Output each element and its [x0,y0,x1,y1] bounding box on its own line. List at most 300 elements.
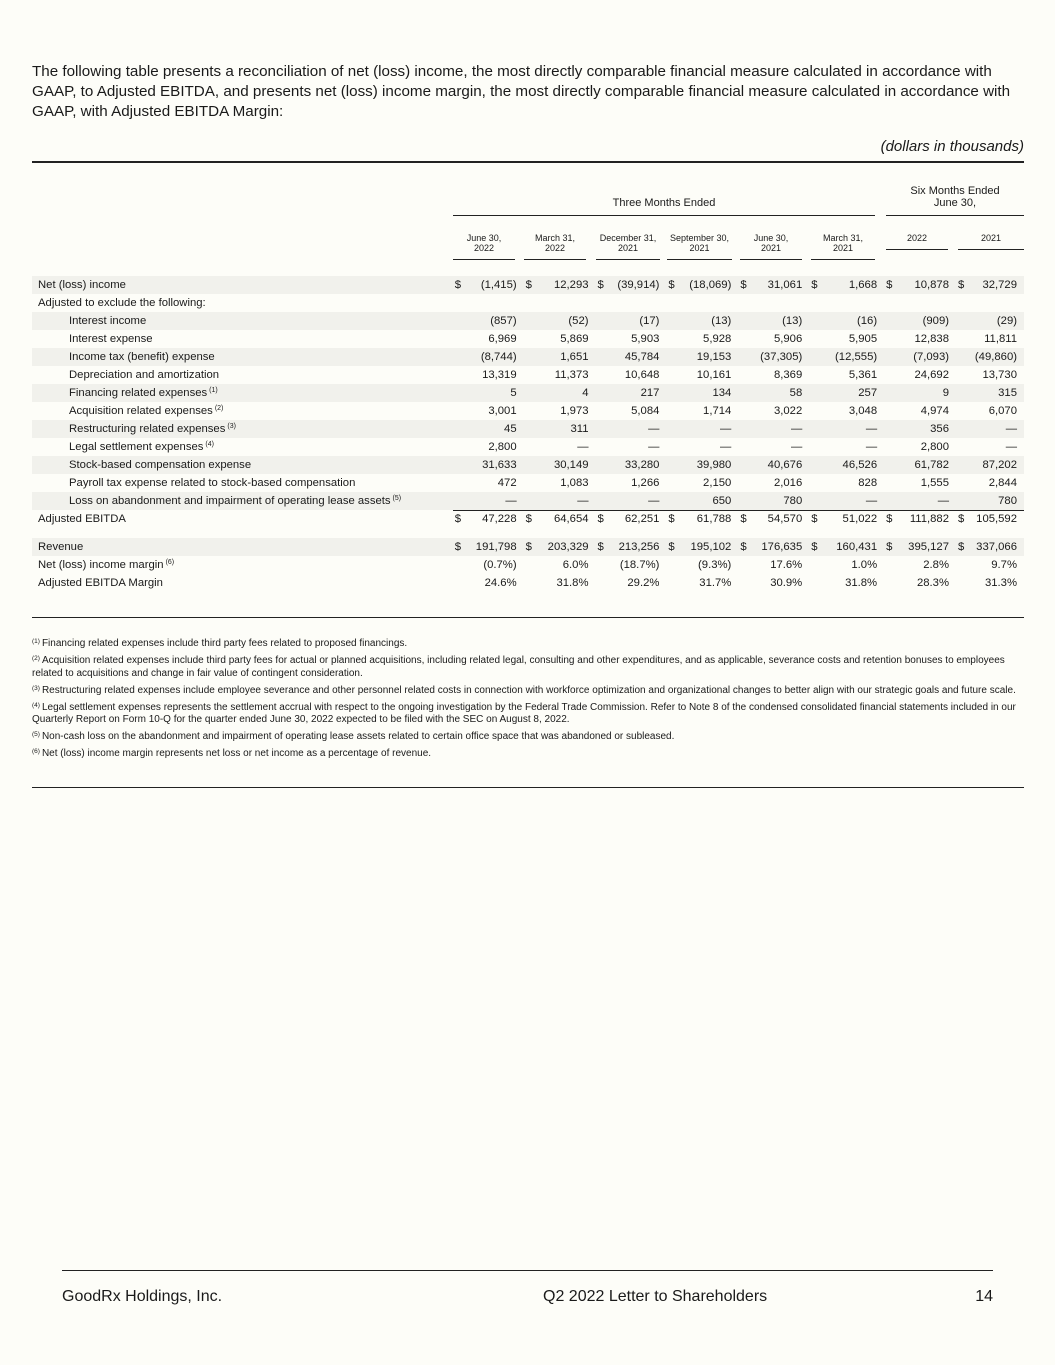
value-cell [956,366,1024,384]
value-cell [453,474,524,492]
value-text: 11,373 [554,369,589,381]
column-header-line1: September 30, [669,233,730,243]
value-cell [666,420,738,438]
value-cell [884,456,956,474]
value-cell [453,330,524,348]
currency-symbol: $ [811,513,818,526]
value-cell [809,510,884,528]
value-text: 780 [783,494,803,507]
value-text: 31.8% [556,577,589,589]
currency-symbol: $ [740,279,747,291]
value-text: 12,293 [553,279,589,291]
value-cell [596,474,667,492]
column-header-line1: June 30, [466,233,502,243]
footnote-text: Financing related expenses include third party fees related to proposed financings. [41,638,408,649]
row-label [32,402,453,420]
footnote-marker: (2) [32,655,40,662]
value-text: 31.8% [845,577,878,589]
value-text: 3,048 [848,405,878,417]
value-cell [524,348,596,366]
currency-symbol: $ [525,541,532,553]
row-label-text: Adjusted to exclude the following: [38,297,206,309]
row-label [32,492,453,510]
column-header-line2: 2021 [689,243,710,253]
value-text: — [865,423,878,435]
value-text: 395,127 [908,541,949,553]
value-cell [884,556,956,574]
value-cell [809,348,884,366]
value-text: 2,844 [988,477,1017,489]
table-row [32,348,1024,366]
value-cell [596,276,667,294]
value-text: — [1005,441,1017,453]
value-cell [524,420,596,438]
value-text: 5,906 [773,333,803,345]
value-cell [524,330,596,348]
row-label-text: Interest expense [69,333,153,345]
value-cell [884,420,956,438]
value-text: 105,592 [976,513,1017,526]
value-text: 472 [497,477,517,489]
row-label [32,574,453,592]
value-text: (49,860) [974,351,1017,363]
value-cell [596,366,667,384]
value-cell [884,474,956,492]
value-text: 1,714 [703,405,732,417]
currency-symbol: $ [811,279,818,291]
column-header-line1: March 31, [534,233,576,243]
value-text: 191,798 [475,541,517,553]
footer-rule [62,1270,993,1271]
column-header-line2: 2021 [980,233,1002,243]
value-cell [956,538,1024,556]
footnote [32,746,1024,761]
row-label [32,384,453,402]
footnote-marker: (6) [165,559,175,566]
value-cell [524,456,596,474]
value-cell [738,556,809,574]
group-header-three-months: Three Months Ended [453,197,875,216]
value-cell [666,366,738,384]
value-cell [956,348,1024,366]
value-cell [524,492,596,510]
value-cell [738,456,809,474]
row-label [32,556,453,574]
value-text: (857) [490,315,517,327]
value-text: 5,869 [560,333,589,345]
value-cell [524,474,596,492]
value-cell [956,384,1024,402]
currency-symbol: $ [454,541,462,553]
value-text: 217 [640,387,660,399]
row-label-text: Income tax (benefit) expense [69,351,215,363]
value-text: (17) [639,315,660,327]
value-cell [956,312,1024,330]
group-six-line2: June 30, [933,197,977,209]
value-cell [524,384,596,402]
currency-symbol: $ [668,513,675,526]
row-label [32,294,453,312]
value-text: 32,729 [982,279,1017,291]
value-text: 24.6% [484,577,517,589]
value-text: 213,256 [618,541,660,553]
value-text: (29) [996,315,1017,327]
value-cell [453,574,524,592]
column-header-line2: 2022 [473,243,495,253]
currency-symbol: $ [811,541,818,553]
value-cell [524,366,596,384]
value-cell [596,420,667,438]
value-text: (9.3%) [698,559,732,571]
row-label [32,312,453,330]
table-row [32,366,1024,384]
footer-company: GoodRx Holdings, Inc. [62,1288,223,1305]
value-cell [596,294,667,312]
currency-symbol: $ [958,279,965,291]
value-text: (18,069) [689,279,732,291]
footnote-marker: (1) [209,387,218,394]
value-text: 58 [789,387,803,399]
value-cell [524,438,596,456]
value-text: 10,161 [696,369,732,381]
value-cell [956,456,1024,474]
value-cell [956,330,1024,348]
currency-symbol: $ [597,279,604,291]
value-text: 31.3% [984,577,1017,589]
value-text: 111,882 [909,513,949,526]
footer-page-number: 14 [975,1288,993,1305]
value-text: — [865,494,878,507]
value-text: (18.7%) [619,559,660,571]
value-cell [666,538,738,556]
value-cell [738,574,809,592]
value-text: 17.6% [770,559,803,571]
value-cell [809,492,884,510]
row-label [32,366,453,384]
value-cell [884,312,956,330]
value-text: 4 [582,387,589,399]
table-row [32,510,1024,528]
value-cell [453,294,524,312]
value-text: 9.7% [991,559,1017,571]
value-cell [453,456,524,474]
value-text: 1.0% [851,559,878,571]
footnote-text: Legal settlement expenses represents the settlement accrual with respect to the ongoing investigation by the Federal Trade Commission. Refer to Note 8 of the condensed consolidated financial statements included in our Quarterly Report on Form 10-Q for the quarter ended June 30, 2022 expected to be filed with the SEC on August 8, 2022. [32,701,1016,725]
value-cell [809,556,884,574]
value-cell [524,510,596,528]
value-cell [666,312,738,330]
value-cell [809,574,884,592]
value-text: 5,084 [631,405,660,417]
value-cell [956,556,1024,574]
value-cell [884,438,956,456]
value-text: 9 [942,387,949,399]
row-label [32,538,453,556]
value-cell [453,538,524,556]
value-cell [809,402,884,420]
footnote [32,636,1024,651]
row-label-text: Interest income [69,315,147,327]
footnote-marker: (5) [32,731,40,738]
value-cell [884,294,956,312]
value-text: 337,066 [976,541,1017,553]
table-row [32,294,1024,312]
value-text: 28.3% [916,577,949,589]
value-text: 5,903 [631,333,660,345]
value-cell [666,574,738,592]
value-cell [596,574,667,592]
table-row [32,538,1024,556]
value-cell [738,348,809,366]
value-cell [809,276,884,294]
table-row [32,456,1024,474]
row-label-text: Financing related expenses [69,387,208,399]
value-cell [884,384,956,402]
value-cell [524,402,596,420]
value-cell [738,510,809,528]
value-cell [524,312,596,330]
value-cell [956,402,1024,420]
currency-symbol: $ [740,541,747,553]
value-cell [809,330,884,348]
value-cell [809,420,884,438]
currency-symbol: $ [668,279,675,291]
value-text: 1,555 [920,477,949,489]
row-label [32,420,453,438]
currency-symbol: $ [740,513,747,526]
column-header [524,233,586,260]
value-text: 5,905 [848,333,878,345]
value-text: 1,973 [560,405,589,417]
column-header [811,233,875,260]
footnote-text: Non-cash loss on the abandonment and impairment of operating lease assets related to certain office space that was abandoned or subleased. [41,731,675,742]
value-text: — [505,494,517,507]
value-text: — [648,494,660,507]
row-label [32,330,453,348]
value-text: 29.2% [627,577,660,589]
footnote-marker: (4) [32,701,40,709]
footnotes [32,636,1024,763]
currency-symbol: $ [668,541,675,553]
value-text: 31,633 [482,459,517,471]
column-header [958,233,1024,250]
value-cell [738,438,809,456]
row-label [32,438,453,456]
value-text: 51,022 [842,513,878,526]
value-text: 2,016 [773,477,803,489]
value-cell [596,348,667,366]
value-cell [596,402,667,420]
footnote-marker: (6) [32,748,40,755]
value-text: 30.9% [770,577,803,589]
value-text: 5,928 [703,333,732,345]
value-text: 39,980 [696,459,732,471]
value-text: — [865,441,878,453]
value-cell [666,348,738,366]
value-text: — [720,441,732,453]
value-cell [666,402,738,420]
value-text: 176,635 [761,541,803,553]
value-text: 160,431 [836,541,878,553]
row-label [32,474,453,492]
value-cell [453,510,524,528]
value-text: 13,730 [982,369,1017,381]
value-cell [738,330,809,348]
currency-symbol: $ [597,513,604,526]
value-text: (13) [782,315,803,327]
value-cell [884,276,956,294]
value-text: 1,266 [631,477,660,489]
value-cell [666,438,738,456]
value-cell [738,366,809,384]
value-text: 3,022 [773,405,803,417]
table-row [32,438,1024,456]
value-cell [738,312,809,330]
value-text: — [1005,423,1017,435]
row-label-text: Stock-based compensation expense [69,459,252,471]
row-label-text: Legal settlement expenses [69,441,204,453]
value-cell [884,402,956,420]
column-header-line2: 2021 [617,243,639,253]
value-text: 2,800 [920,441,949,453]
currency-symbol: $ [454,513,462,526]
value-text: 203,329 [547,541,589,553]
value-text: 195,102 [690,541,732,553]
footnote-text: Acquisition related expenses include third party fees for actual or planned acquisitions, including related legal, consulting and other expenditures, and as applicable, severance costs and retention bonuses to employees related to acquisitions and change in fair value of contingent consideration. [32,655,1005,679]
row-label [32,456,453,474]
value-cell [738,276,809,294]
currency-symbol: $ [958,513,965,526]
value-cell [596,556,667,574]
value-text: 3,001 [488,405,517,417]
value-cell [596,312,667,330]
value-cell [453,366,524,384]
footnote-marker: (3) [32,684,40,692]
value-cell [453,348,524,366]
group-six-line1: Six Months Ended [910,185,1000,197]
table-row [32,276,1024,294]
value-text: 356 [930,423,949,435]
value-cell [666,492,738,510]
currency-symbol: $ [525,513,532,526]
value-text: — [577,441,589,453]
value-text: (39,914) [617,279,660,291]
footnote-marker: (3) [227,423,236,430]
value-cell [884,366,956,384]
column-header-line2: 2021 [832,243,854,253]
value-text: 311 [570,423,589,435]
value-text: (1,415) [480,279,517,291]
value-text: (8,744) [480,351,517,363]
value-text: (909) [922,315,949,327]
column-header [667,233,732,260]
value-cell [453,492,524,510]
value-cell [596,510,667,528]
row-label [32,276,453,294]
value-cell [524,276,596,294]
footnote [32,729,1024,744]
value-cell [884,574,956,592]
value-text: 2,150 [703,477,732,489]
value-text: 10,878 [914,279,949,291]
value-cell [809,538,884,556]
value-text: 45,784 [624,351,660,363]
table-row [32,574,1024,592]
value-text: 4,974 [920,405,949,417]
value-text: (13) [711,315,732,327]
value-text: — [720,423,732,435]
value-cell [524,574,596,592]
spacer-row [32,528,1024,538]
table-row [32,492,1024,510]
currency-symbol: $ [525,279,532,291]
value-cell [956,492,1024,510]
value-text: (37,305) [760,351,803,363]
footnote-marker: (4) [205,441,214,448]
value-text: (16) [857,315,878,327]
value-text: (7,093) [913,351,949,363]
value-text: 8,369 [773,369,803,381]
currency-symbol: $ [454,279,462,291]
value-cell [596,456,667,474]
value-cell [738,474,809,492]
column-header [740,233,802,260]
value-text: 134 [712,387,732,399]
value-cell [524,556,596,574]
value-cell [738,402,809,420]
value-cell [666,456,738,474]
value-text: (52) [568,315,589,327]
value-text: 650 [712,494,732,507]
value-text: 46,526 [842,459,878,471]
value-text: 10,648 [624,369,660,381]
value-cell [453,438,524,456]
value-cell [738,492,809,510]
value-cell [453,420,524,438]
value-text: 2,800 [488,441,517,453]
footnote [32,653,1024,680]
row-label-text: Revenue [38,541,84,553]
reconciliation-table [32,276,1024,592]
value-cell [524,538,596,556]
value-cell [738,384,809,402]
value-cell [956,574,1024,592]
footnote-text: Net (loss) income margin represents net loss or net income as a percentage of revenue. [41,748,432,759]
value-text: 62,251 [624,513,660,526]
value-text: — [577,494,589,507]
column-header-line1: June 30, [753,233,789,243]
value-cell [666,384,738,402]
value-text: 828 [858,477,878,489]
units-note: (dollars in thousands) [880,138,1024,155]
row-label-text: Loss on abandonment and impairment of operating lease assets [69,495,391,507]
value-text: 6.0% [562,559,589,571]
value-cell [596,492,667,510]
value-text: 54,570 [767,513,803,526]
value-cell [809,294,884,312]
column-header-line2: 2022 [544,243,566,253]
value-text: 11,811 [984,333,1017,345]
value-text: 12,838 [914,333,949,345]
value-cell [956,276,1024,294]
value-text: 31.7% [699,577,732,589]
value-text: — [937,494,949,507]
row-label-text: Adjusted EBITDA [38,513,126,525]
row-label-text: Acquisition related expenses [69,405,213,417]
value-cell [956,474,1024,492]
value-cell [738,294,809,312]
column-header [886,233,948,250]
